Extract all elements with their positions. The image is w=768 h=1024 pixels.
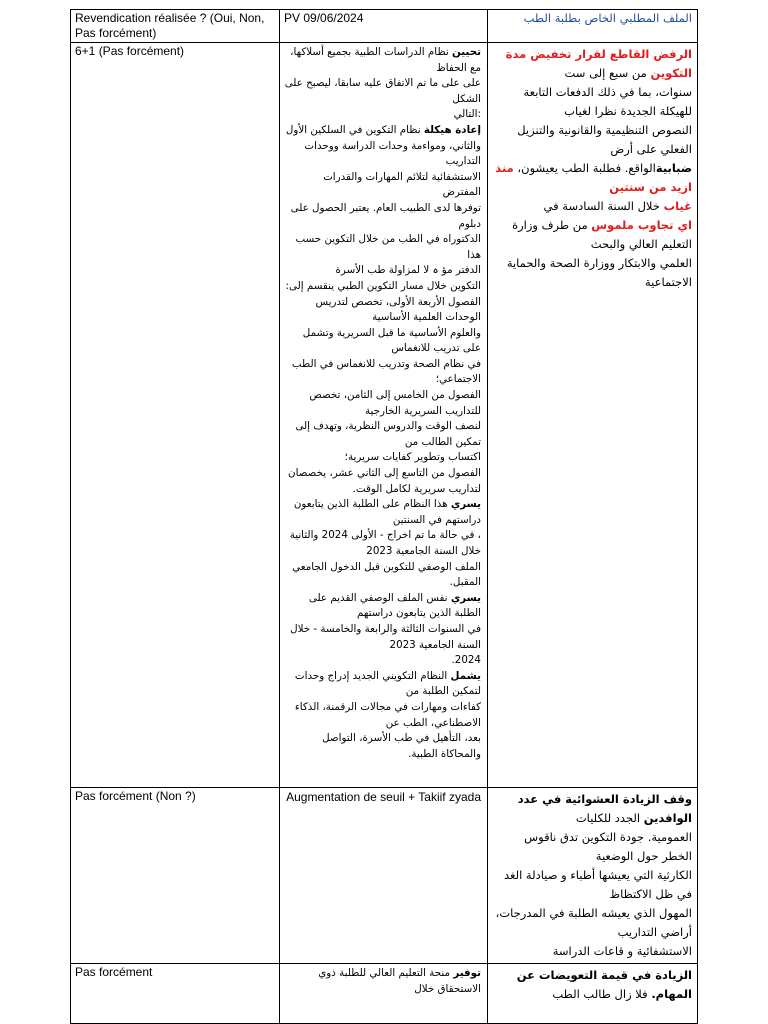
highlight-red: اي تجاوب ملموس bbox=[591, 218, 692, 232]
text-line bbox=[492, 866, 692, 904]
text-run: نظام الدراسات الطبية بجميع أسلاكها، مع الحفاظ bbox=[290, 46, 481, 74]
header-demand-cell: الملف المطلبي الخاص بطلبة الطب bbox=[488, 10, 698, 43]
text-run: من طرف وزارة التعليم العالي والبحث bbox=[512, 218, 692, 251]
text-run: الفصول من الخامس إلى الثامن، تخصص للتداريب السريرية الخارجية bbox=[309, 389, 481, 417]
text-line bbox=[284, 170, 481, 201]
bold-run: وقف الزيادة العشوائية في عدد الوافدين bbox=[517, 792, 692, 825]
bold-run: يشمل bbox=[450, 669, 481, 682]
text-run: التكوين خلال مسار التكوين الطبي ينقسم إلى: bbox=[285, 279, 481, 292]
pv-text bbox=[284, 45, 481, 762]
bold-run: توفير bbox=[453, 967, 481, 979]
text-run: الجدد للكليات bbox=[575, 811, 644, 825]
text-run: النظام التكويني الجديد إدراج وحدات لتمكين الطلبة من bbox=[294, 669, 481, 698]
text-run: ، في حالة ما تم اخراج - الأولى 2024 والثانية خلال السنة الجامعية 2023 bbox=[289, 529, 481, 557]
text-line bbox=[284, 466, 481, 497]
text-run: الكارثية التي يعيشها أطباء و صيادلة الغد في ظل الاكتظاظ bbox=[503, 868, 692, 901]
text-run: الدفتر مؤ ہ لا لمزاولة طب الأسرة bbox=[335, 264, 481, 277]
text-run: نظام التكوين في السلكين الأول والثاني، ومواءمة وحدات الدراسة ووحدات التداريب bbox=[285, 123, 481, 168]
demands-table bbox=[70, 9, 698, 1024]
bold-run: ضبابية bbox=[655, 161, 692, 175]
text-line bbox=[284, 295, 481, 326]
text-line bbox=[284, 76, 481, 107]
status-cell: Pas forcément (Non ?) bbox=[71, 788, 280, 964]
text-run: المهول الذي يعيشه الطلبة في المدرجات، أراضي التداريب bbox=[495, 906, 692, 939]
status-cell: 6+1 (Pas forcément) bbox=[71, 43, 280, 788]
text-line bbox=[284, 388, 481, 419]
text-line bbox=[492, 159, 692, 197]
demand-cell bbox=[488, 964, 698, 1024]
text-line bbox=[492, 254, 692, 292]
text-line bbox=[284, 591, 481, 622]
text-line bbox=[284, 45, 481, 76]
demand-text bbox=[492, 790, 692, 961]
text-line bbox=[284, 622, 481, 653]
text-line bbox=[492, 904, 692, 942]
text-run: اكتساب وتطوير كفايات سريرية؛ bbox=[344, 451, 481, 464]
status-cell: Pas forcément bbox=[71, 964, 280, 1024]
text-line bbox=[284, 123, 481, 170]
table-row bbox=[71, 788, 698, 964]
text-line bbox=[284, 700, 481, 731]
bold-run: تحيين bbox=[452, 46, 481, 58]
text-run: على على ما تم الاتفاق عليه سابقا، ليصبح على الشكل bbox=[284, 77, 481, 105]
bold-run: الزيادة في قيمة التعويضات عن المهام. bbox=[516, 968, 692, 1001]
text-run: الواقع. فطلبة الطب يعيشون، bbox=[513, 161, 656, 175]
text-run: الفصول من التاسع إلى الثاني عشر، يخصصان لتداريب سريرية لكامل الوقت. bbox=[288, 467, 481, 495]
highlight-red: غياب bbox=[663, 199, 692, 213]
demand-text bbox=[492, 966, 692, 1004]
text-run: العلمي والابتكار ووزارة الصحة والحماية الاجتماعية bbox=[506, 256, 692, 289]
text-line bbox=[492, 45, 692, 83]
text-line bbox=[284, 966, 481, 997]
text-line bbox=[492, 121, 692, 159]
highlight-red: الرفض القاطع لقرار تخفيض مدة التكوين bbox=[505, 47, 692, 80]
text-line bbox=[284, 450, 481, 466]
text-run: والعلوم الأساسية ما قبل السريرية وتشمل على تدريب للانغماس bbox=[302, 326, 481, 355]
text-run: من سبع إلى ست bbox=[564, 66, 651, 80]
text-line bbox=[492, 828, 692, 866]
text-run: لنصف الوقت والدروس النظرية، وتهدف إلى تمكين الطالب من bbox=[295, 420, 481, 448]
text-line bbox=[284, 731, 481, 762]
pv-cell bbox=[280, 964, 488, 1024]
text-line bbox=[284, 279, 481, 295]
pv-cell: Augmentation de seuil + Takiif zyada bbox=[280, 788, 488, 964]
text-run: كفاءات ومهارات في مجالات الرقمنة، الذكاء الاصطناعي، الطب عن bbox=[294, 700, 481, 729]
text-line bbox=[284, 357, 481, 388]
table-row bbox=[71, 43, 698, 788]
text-run: 2024. bbox=[451, 654, 481, 667]
text-line bbox=[284, 669, 481, 700]
highlight-red: منذ ازيد من سنتين bbox=[495, 161, 692, 194]
text-run: :التالي bbox=[453, 108, 481, 121]
table-row bbox=[71, 964, 698, 1024]
text-line bbox=[284, 201, 481, 232]
text-run: العمومية. جودة التكوين تدق ناقوس الخطر حول الوضعية bbox=[524, 830, 692, 863]
text-line bbox=[284, 326, 481, 357]
text-run: هذا النظام على الطلبة الذين يتابعون دراستهم في السنتين bbox=[293, 498, 481, 526]
text-run: الدكتوراه في الطب من خلال التكوين حسب هذا bbox=[295, 233, 481, 261]
text-line bbox=[284, 107, 481, 123]
text-run: النصوص التنظيمية والقانونية والتنزيل الفعلي على أرض bbox=[517, 123, 692, 156]
text-run: الاستشفائية لتلائم المهارات والقدرات المفترض bbox=[323, 170, 481, 199]
text-run: فلا زال طالب الطب bbox=[552, 987, 652, 1001]
text-line bbox=[492, 83, 692, 121]
table-header-row bbox=[71, 10, 698, 43]
text-run: سنوات، بما في ذلك الدفعات التابعة للهيكلة الجديدة نظرا لغياب bbox=[523, 85, 692, 118]
demand-cell bbox=[488, 788, 698, 964]
pv-cell bbox=[280, 43, 488, 788]
text-line bbox=[492, 790, 692, 828]
text-line bbox=[492, 197, 692, 216]
header-status-cell: Revendication réalisée ? (Oui, Non, Pas forcément) bbox=[71, 10, 280, 43]
text-line bbox=[284, 653, 481, 669]
text-line bbox=[492, 216, 692, 254]
text-run: الاستشفائية و قاعات الدراسة bbox=[552, 944, 692, 958]
text-line bbox=[492, 966, 692, 1004]
header-pv-cell: PV 09/06/2024 bbox=[280, 10, 488, 43]
bold-run: يسري bbox=[450, 591, 481, 604]
text-run: الملف الوصفي للتكوين قبل الدخول الجامعي المقبل. bbox=[292, 560, 481, 589]
text-run: في السنوات الثالثة والرابعة والخامسة - خلال السنة الجامعية 2023 bbox=[290, 622, 481, 651]
text-line bbox=[284, 528, 481, 559]
text-run: توفرها لدى الطبيب العام. يعتبر الحصول على دبلوم bbox=[290, 201, 481, 230]
bold-run: يسري bbox=[450, 498, 481, 511]
demand-cell bbox=[488, 43, 698, 788]
text-run: نفس الملف الوصفي القديم على الطلبة الذين يتابعون دراستهم bbox=[308, 591, 481, 620]
bold-run: إعادة هيكلة bbox=[423, 123, 481, 136]
text-line bbox=[284, 497, 481, 528]
text-line bbox=[284, 560, 481, 591]
text-line bbox=[284, 263, 481, 279]
text-run: الفصول الأربعة الأولى، تخصص لتدريس الوحدات العلمية الأساسية bbox=[315, 295, 481, 324]
pv-text bbox=[284, 966, 481, 997]
text-run: بعد، التأهيل في طب الأسرة، التواصل والمحاكاة الطبية. bbox=[322, 732, 481, 760]
text-line bbox=[492, 942, 692, 961]
text-run: في نظام الصحة وتدريب للانغماس في الطب الاجتماعي؛ bbox=[291, 357, 481, 386]
text-line bbox=[284, 419, 481, 450]
text-run: خلال السنة السادسة في bbox=[543, 199, 664, 213]
demand-text bbox=[492, 45, 692, 292]
text-line bbox=[284, 232, 481, 263]
text-run: منحة التعليم العالي للطلبة ذوي الاستحقاق خلال bbox=[318, 967, 481, 995]
